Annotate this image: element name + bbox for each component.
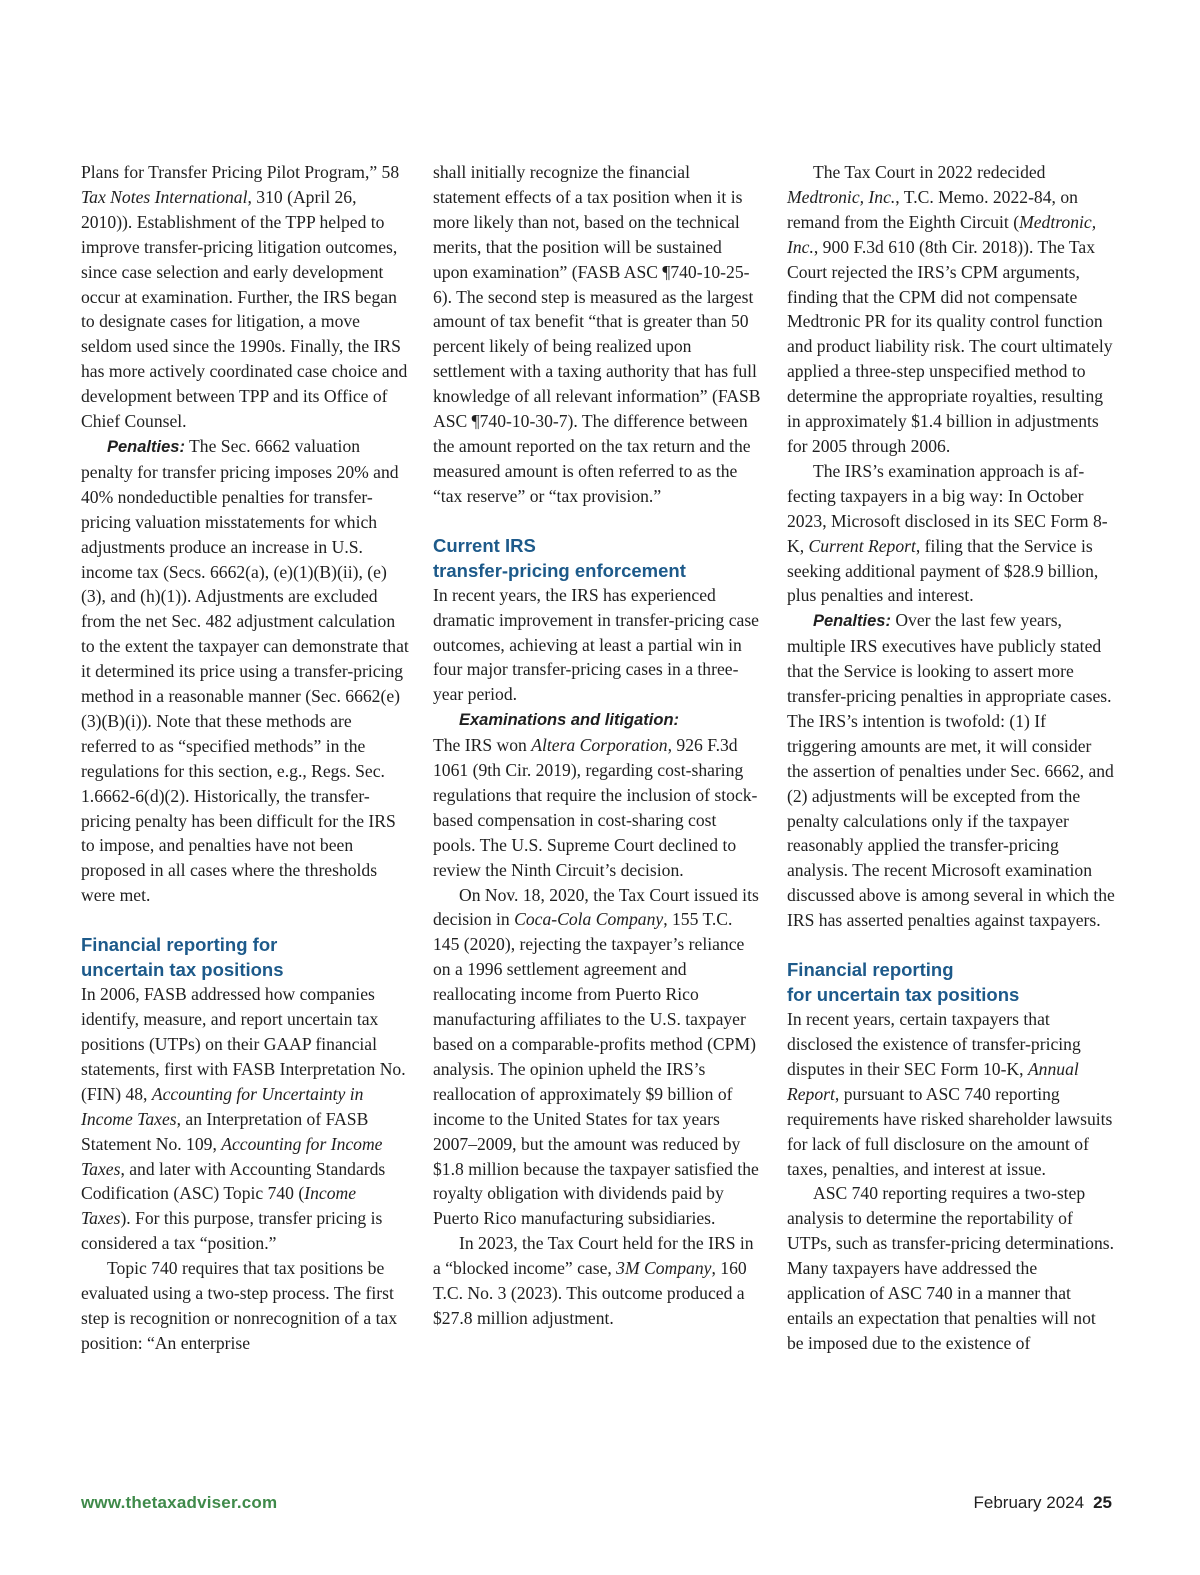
footer-issue xyxy=(974,1493,1113,1513)
paragraph: In 2006, FASB addressed how companies identify, measure, and report uncertain tax positions (UTPs) on their GAAP financial statements, first with FASB Interpretation No. (FIN) 48, Accounting for Uncertainty in Income Taxes, an Interpretation of FASB Statement No. 109, Accounting for Income Taxes, and later with Accounting Standards Codification (ASC) Topic 740 (Income Taxes). For this purpose, transfer pricing is considered a tax “position.” xyxy=(81,984,406,1254)
paragraph: In 2023, the Tax Court held for the IRS in a “blocked income” case, 3M Company, 160 T.C. No. 3 (2023). This outcome produced a $27.8 million adjustment. xyxy=(433,1233,754,1328)
paragraph: In recent years, the IRS has experienced dramatic improvement in transfer-pricing case outcomes, achieving at least a partial win in four major transfer-pricing cases in a three-year period. xyxy=(433,584,759,705)
paragraph: On Nov. 18, 2020, the Tax Court issued its decision in Coca-Cola Company, 155 T.C. 145 (2020), rejecting the taxpayer’s reliance on a 1996 settlement agreement and reallocating income from Puerto Rico manufacturing affiliates to the U.S. taxpayer based on a comparable-profits method (CPM) analysis. The opinion upheld the IRS’s reallocation of approximately $9 billion of income to the United States for tax years 2007–2009, but the amount was reduced by $1.8 million because the taxpayer satisfied the royalty obligation with dividends paid by Puerto Rico manufacturing subsidiaries. xyxy=(433,884,759,1229)
issue-date: February 2024 xyxy=(973,1493,1085,1512)
paragraph: Penalties: The Sec. 6662 valuation penalty for transfer pricing imposes 20% and 40% nondeductible penalties for transfer-pricing valuation misstatements for which adjustments produce an increase in U.S. income tax (Secs. 6662(a), (e)(1)(B)(ii), (e)(3), and (h)(1)). Adjustments are excluded from the net Sec. 482 adjustment calculation to the extent the taxpayer can demonstrate that it determined its price using a transfer-pricing method in a reasonable manner (Sec. 6662(e)(3)(B)(i)). Note that these methods are referred to as “specified methods” in the regulations for this section, e.g., Regs. Sec. 1.6662-6(d)(2). Historically, the transfer-pricing penalty has been difficult for the IRS to impose, and penalties have not been proposed in all cases where the thresholds were met. xyxy=(81,435,409,906)
paragraph: The IRS won Altera Corporation, 926 F.3d 1061 (9th Cir. 2019), regarding cost-sharing regulations that require the inclusion of stock-based compensation in cost-sharing cost pools. The U.S. Supreme Court declined to review the Ninth Circuit’s decision. xyxy=(433,735,758,880)
paragraph: ASC 740 reporting requires a two-step analysis to determine the reportability of UTPs, such as transfer-pricing determinations. Many taxpayers have addressed the application of ASC 740 in a manner that entails an expectation that penalties will not be imposed due to the existence of xyxy=(787,1183,1115,1353)
paragraph: The Tax Court in 2022 redecided Medtronic, Inc., T.C. Memo. 2022-84, on remand from the Eighth Circuit (Medtronic, Inc., 900 F.3d 610 (8th Cir. 2018)). The Tax Court rejected the IRS’s CPM arguments, finding that the CPM did not compensate Medtronic PR for its quality control function and product liability risk. The court ultimately applied a three-step unspecified method to determine the appropriate royalties, resulting in approximately $1.4 billion in adjustments for 2005 through 2006. xyxy=(787,162,1113,456)
run-in-heading: Examinations and litigation: xyxy=(459,711,680,730)
column-1 xyxy=(81,160,409,1356)
section-heading: Current IRS transfer-pricing enforcement xyxy=(433,534,686,581)
page-number: 25 xyxy=(1093,1493,1112,1512)
section-heading: Financial reporting for uncertain tax positions xyxy=(81,934,284,981)
paragraph: shall initially recognize the financial statement effects of a tax position when it is more likely than not, based on the technical merits, that the position will be sustained upon examination” (FASB ASC ¶740-10-25-6). The second step is measured as the largest amount of tax benefit “that is greater than 50 percent likely of being realized upon settlement with a taxing authority that has full knowledge of all relevant information” (FASB ASC ¶740-10-30-7). The difference between the amount reported on the tax return and the measured amount is often referred to as the “tax reserve” or “tax provision.” xyxy=(433,162,761,506)
column-2 xyxy=(433,160,761,1331)
paragraph: The IRS’s examination approach is affecting taxpayers in a big way: In October 2023, Microsoft disclosed in its SEC Form 8-K, Current Report, filing that the Service is seeking additional payment of $28.9 billion, plus penalties and interest. xyxy=(787,460,1108,606)
column-3 xyxy=(787,160,1115,1356)
footer-website-link[interactable]: www.thetaxadviser.com xyxy=(81,1493,278,1512)
paragraph: In recent years, certain taxpayers that disclosed the existence of transfer-pricing disputes in their SEC Form 10-K, Annual Report, pursuant to ASC 740 reporting requirements have risked shareholder lawsuits for lack of full disclosure on the amount of taxes, penalties, and interest at issue. xyxy=(787,1009,1113,1179)
run-in-heading: Penalties: xyxy=(107,437,185,456)
run-in-heading: Penalties: xyxy=(813,612,891,631)
paragraph xyxy=(433,707,761,733)
paragraph: Topic 740 requires that tax positions be evaluated using a two-step process. The first step is recognition or nonrecognition of a tax position: “An enterprise xyxy=(81,1258,398,1353)
paragraph: Plans for Transfer Pricing Pilot Program,” 58 Tax Notes International, 310 (April 26, 2010)). Establishment of the TPP helped to improve transfer-pricing litigation outcomes, since case selection and early development occur at examination. Further, the IRS began to designate cases for litigation, a move seldom used since the 1990s. Finally, the IRS has more actively coordinated case choice and development between TPP and its Office of Chief Counsel. xyxy=(81,162,408,432)
section-heading: Financial reporting for uncertain tax positions xyxy=(787,959,1020,1006)
paragraph: Penalties: Over the last few years, multiple IRS executives have publicly stated that the Service is looking to assert more transfer-pricing penalties in appropriate cases. The IRS’s intention is twofold: (1) If triggering amounts are met, it will consider the assertion of penalties under Sec. 6662, and (2) adjustments will be excepted from the penalty calculations only if the taxpayer reasonably applied the transfer-pricing analysis. The recent Microsoft examination discussed above is among several in which the IRS has asserted penalties against taxpayers. xyxy=(787,610,1115,931)
